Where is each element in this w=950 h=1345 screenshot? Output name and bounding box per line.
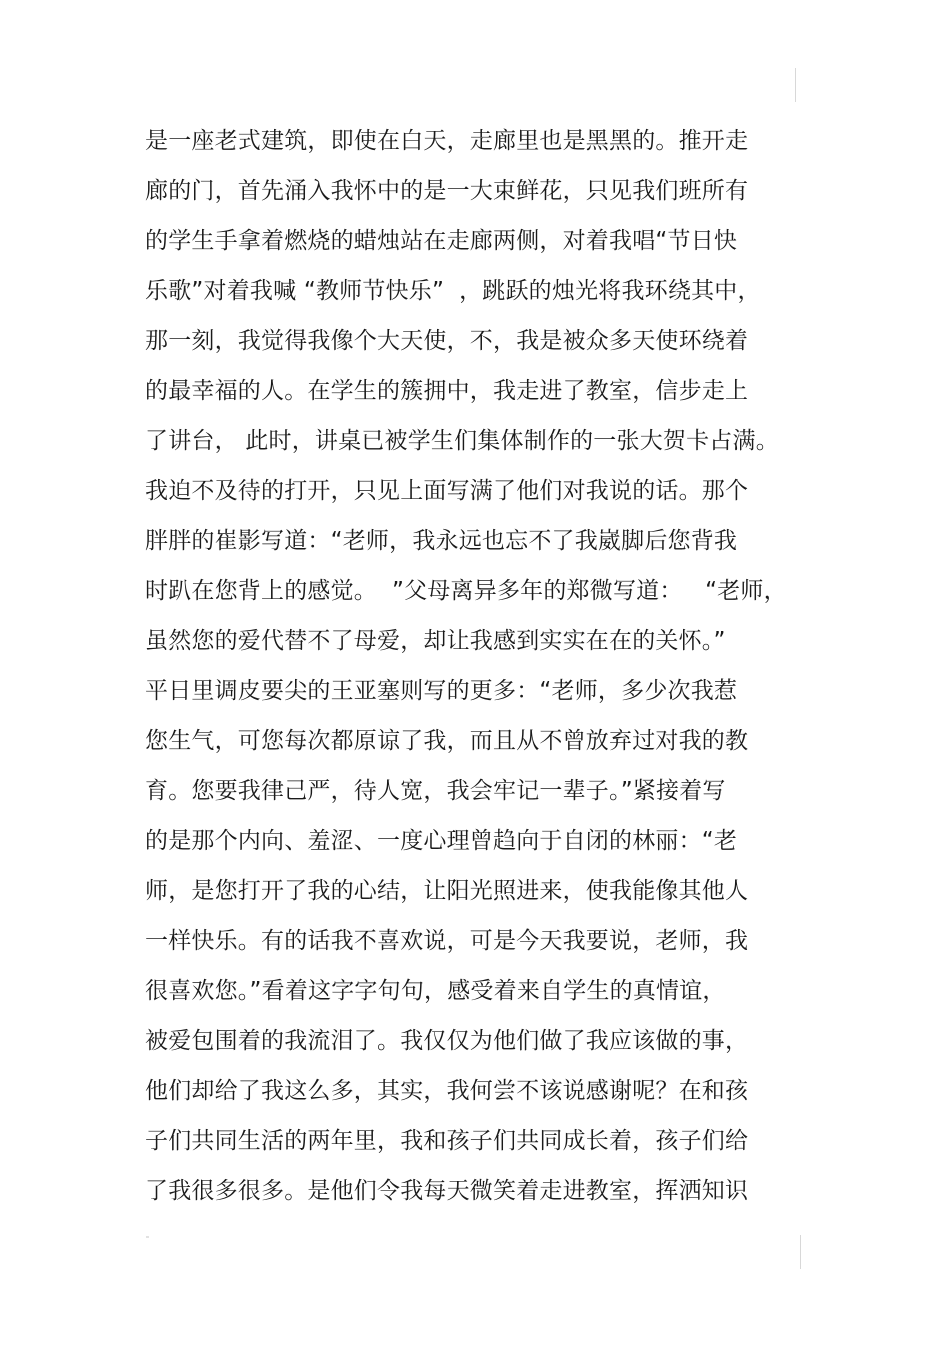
text-line: 一样快乐。有的话我不喜欢说，可是今天我要说，老师，我 [145,928,749,954]
text-line: 您生气，可您每次都原谅了我，而且从不曾放弃过对我的教 [145,728,749,754]
text-line: 那一刻，我觉得我像个大天使，不，我是被众多天使环绕着 [145,328,749,354]
text-line: 虽然您的爱代替不了母爱，却让我感到实实在在的关怀。” [145,628,726,654]
text-line: 胖胖的崔影写道：“老师，我永远也忘不了我崴脚后您背我 [145,528,738,554]
text-line: 了我很多很多。是他们令我每天微笑着走进教室，挥洒知识 [145,1178,749,1204]
text-line: 我迫不及待的打开，只见上面写满了他们对我说的话。那个 [145,478,749,504]
text-line: 了讲台， 此时，讲桌已被学生们集体制作的一张大贺卡占满。 [145,428,779,454]
page-corner-dot-bottom [146,1236,149,1238]
text-line: 被爱包围着的我流泪了。我仅仅为他们做了我应该做的事， [145,1028,749,1054]
text-line: 育。您要我律己严，待人宽，我会牢记一辈子。”紧接着写 [145,778,726,804]
text-line: 子们共同生活的两年里，我和孩子们共同成长着，孩子们给 [145,1128,749,1154]
body-text [145,116,825,1216]
page-corner-mark-bottom [800,1235,801,1269]
text-line: 他们却给了我这么多，其实，我何尝不该说感谢呢？在和孩 [145,1078,749,1104]
text-line: 平日里调皮要尖的王亚塞则写的更多：“老师，多少次我惹 [145,678,738,704]
page-corner-mark-top [795,68,796,102]
text-line: 廊的门，首先涌入我怀中的是一大束鲜花，只见我们班所有 [145,178,749,204]
text-line: 时趴在您背上的感觉。 ”父母离异多年的郑微写道： “老师， [145,578,787,604]
text-line: 的是那个内向、羞涩、一度心理曾趋向于自闭的林丽：“老 [145,828,738,854]
text-line: 乐歌”对着我喊 “教师节快乐” ，跳跃的烛光将我环绕其中， [145,278,761,304]
text-line: 的最幸福的人。在学生的簇拥中，我走进了教室，信步走上 [145,378,749,404]
text-line: 师，是您打开了我的心结，让阳光照进来，使我能像其他人 [145,878,749,904]
text-line: 很喜欢您。”看着这字字句句，感受着来自学生的真情谊， [145,978,726,1004]
text-line: 的学生手拿着燃烧的蜡烛站在走廊两侧，对着我唱“节日快 [145,228,738,254]
text-line: 是一座老式建筑，即使在白天，走廊里也是黑黑的。推开走 [145,128,749,154]
